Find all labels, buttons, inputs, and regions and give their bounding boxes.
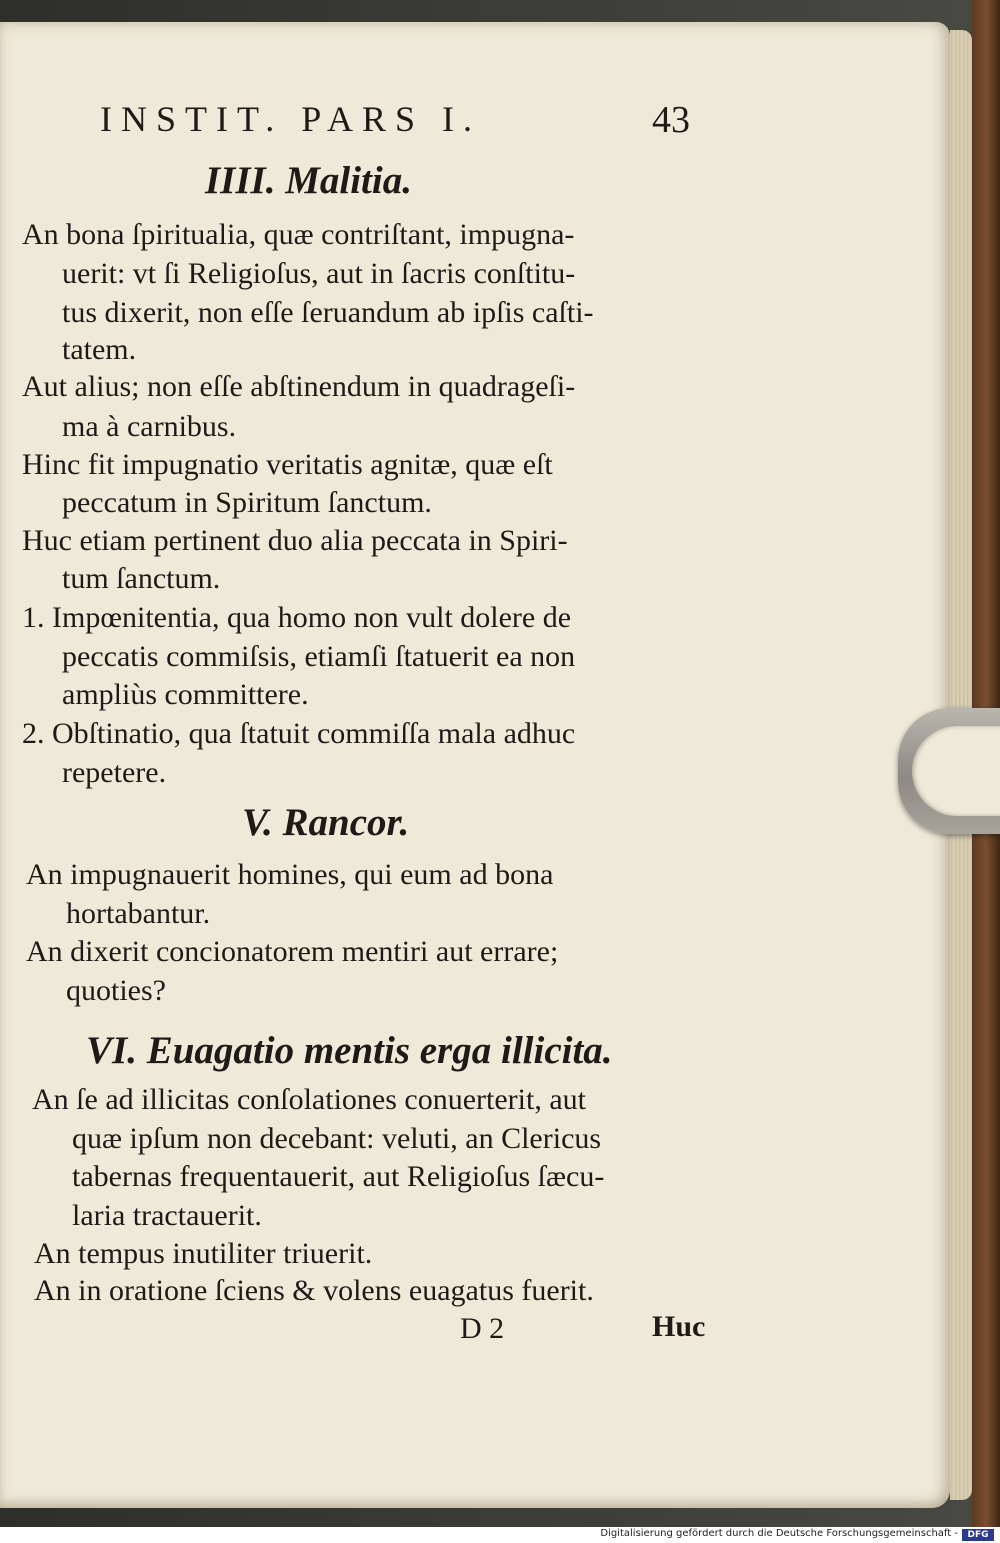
text-line: quæ ipſum non decebant: veluti, an Clericus <box>72 1122 602 1155</box>
text-line: 2. Obſtinatio, qua ſtatuit commiſſa mala adhuc <box>22 717 576 750</box>
text-line: ampliùs committere. <box>62 678 309 711</box>
text-line: quoties? <box>66 974 166 1007</box>
text-line: peccatis commiſsis, etiamſi ſtatuerit ea non <box>62 640 576 673</box>
section-heading-euagatio: VI. Euagatio mentis erga illicita. <box>86 1029 613 1072</box>
text-line: Aut alius; non eſſe abſtinendum in quadrageſi- <box>22 370 576 403</box>
text-line: An bona ſpiritualia, quæ contriſtant, impugna- <box>22 218 575 251</box>
text-line: An impugnauerit homines, qui eum ad bona <box>26 858 554 891</box>
text-line: tus dixerit, non eſſe ſeruandum ab ipſis caſti- <box>62 296 594 329</box>
section-heading-malitia: IIII. Malitia. <box>205 159 412 202</box>
digitization-note: Digitalisierung gefördert durch die Deutsche Forschungsgemeinschaft - <box>600 1528 958 1539</box>
text-line: 1. Impœnitentia, qua homo non vult dolere de <box>22 601 572 634</box>
text-line: tatem. <box>62 333 137 366</box>
signature-mark: D 2 <box>460 1312 505 1345</box>
catchword: Huc <box>652 1310 706 1343</box>
dfg-logo: DFG <box>962 1529 994 1541</box>
book-clasp <box>898 708 1000 834</box>
running-header: INSTIT. PARS I. <box>100 99 482 139</box>
text-line: An in oratione ſciens & volens euagatus fuerit. <box>34 1274 594 1307</box>
text-line: uerit: vt ſi Religioſus, aut in ſacris conſtitu- <box>62 257 576 290</box>
section-heading-rancor: V. Rancor. <box>242 801 410 844</box>
text-line: An tempus inutiliter triuerit. <box>34 1237 373 1270</box>
text-line: Hinc fit impugnatio veritatis agnitæ, quæ eſt <box>22 448 553 481</box>
text-line: ma à carnibus. <box>62 410 237 443</box>
text-line: repetere. <box>62 756 167 789</box>
text-line: hortabantur. <box>66 897 211 930</box>
text-line: tabernas frequentauerit, aut Religioſus ſæcu- <box>72 1160 605 1193</box>
page-number: 43 <box>652 99 690 141</box>
text-line: peccatum in Spiritum ſanctum. <box>62 486 432 519</box>
text-line: An dixerit concionatorem mentiri aut errare; <box>26 935 559 968</box>
text-line: laria tractauerit. <box>72 1199 262 1232</box>
text-line: An ſe ad illicitas conſolationes conuerterit, aut <box>32 1083 586 1116</box>
text-line: Huc etiam pertinent duo alia peccata in Spiri- <box>22 524 568 557</box>
text-line: tum ſanctum. <box>62 562 221 595</box>
